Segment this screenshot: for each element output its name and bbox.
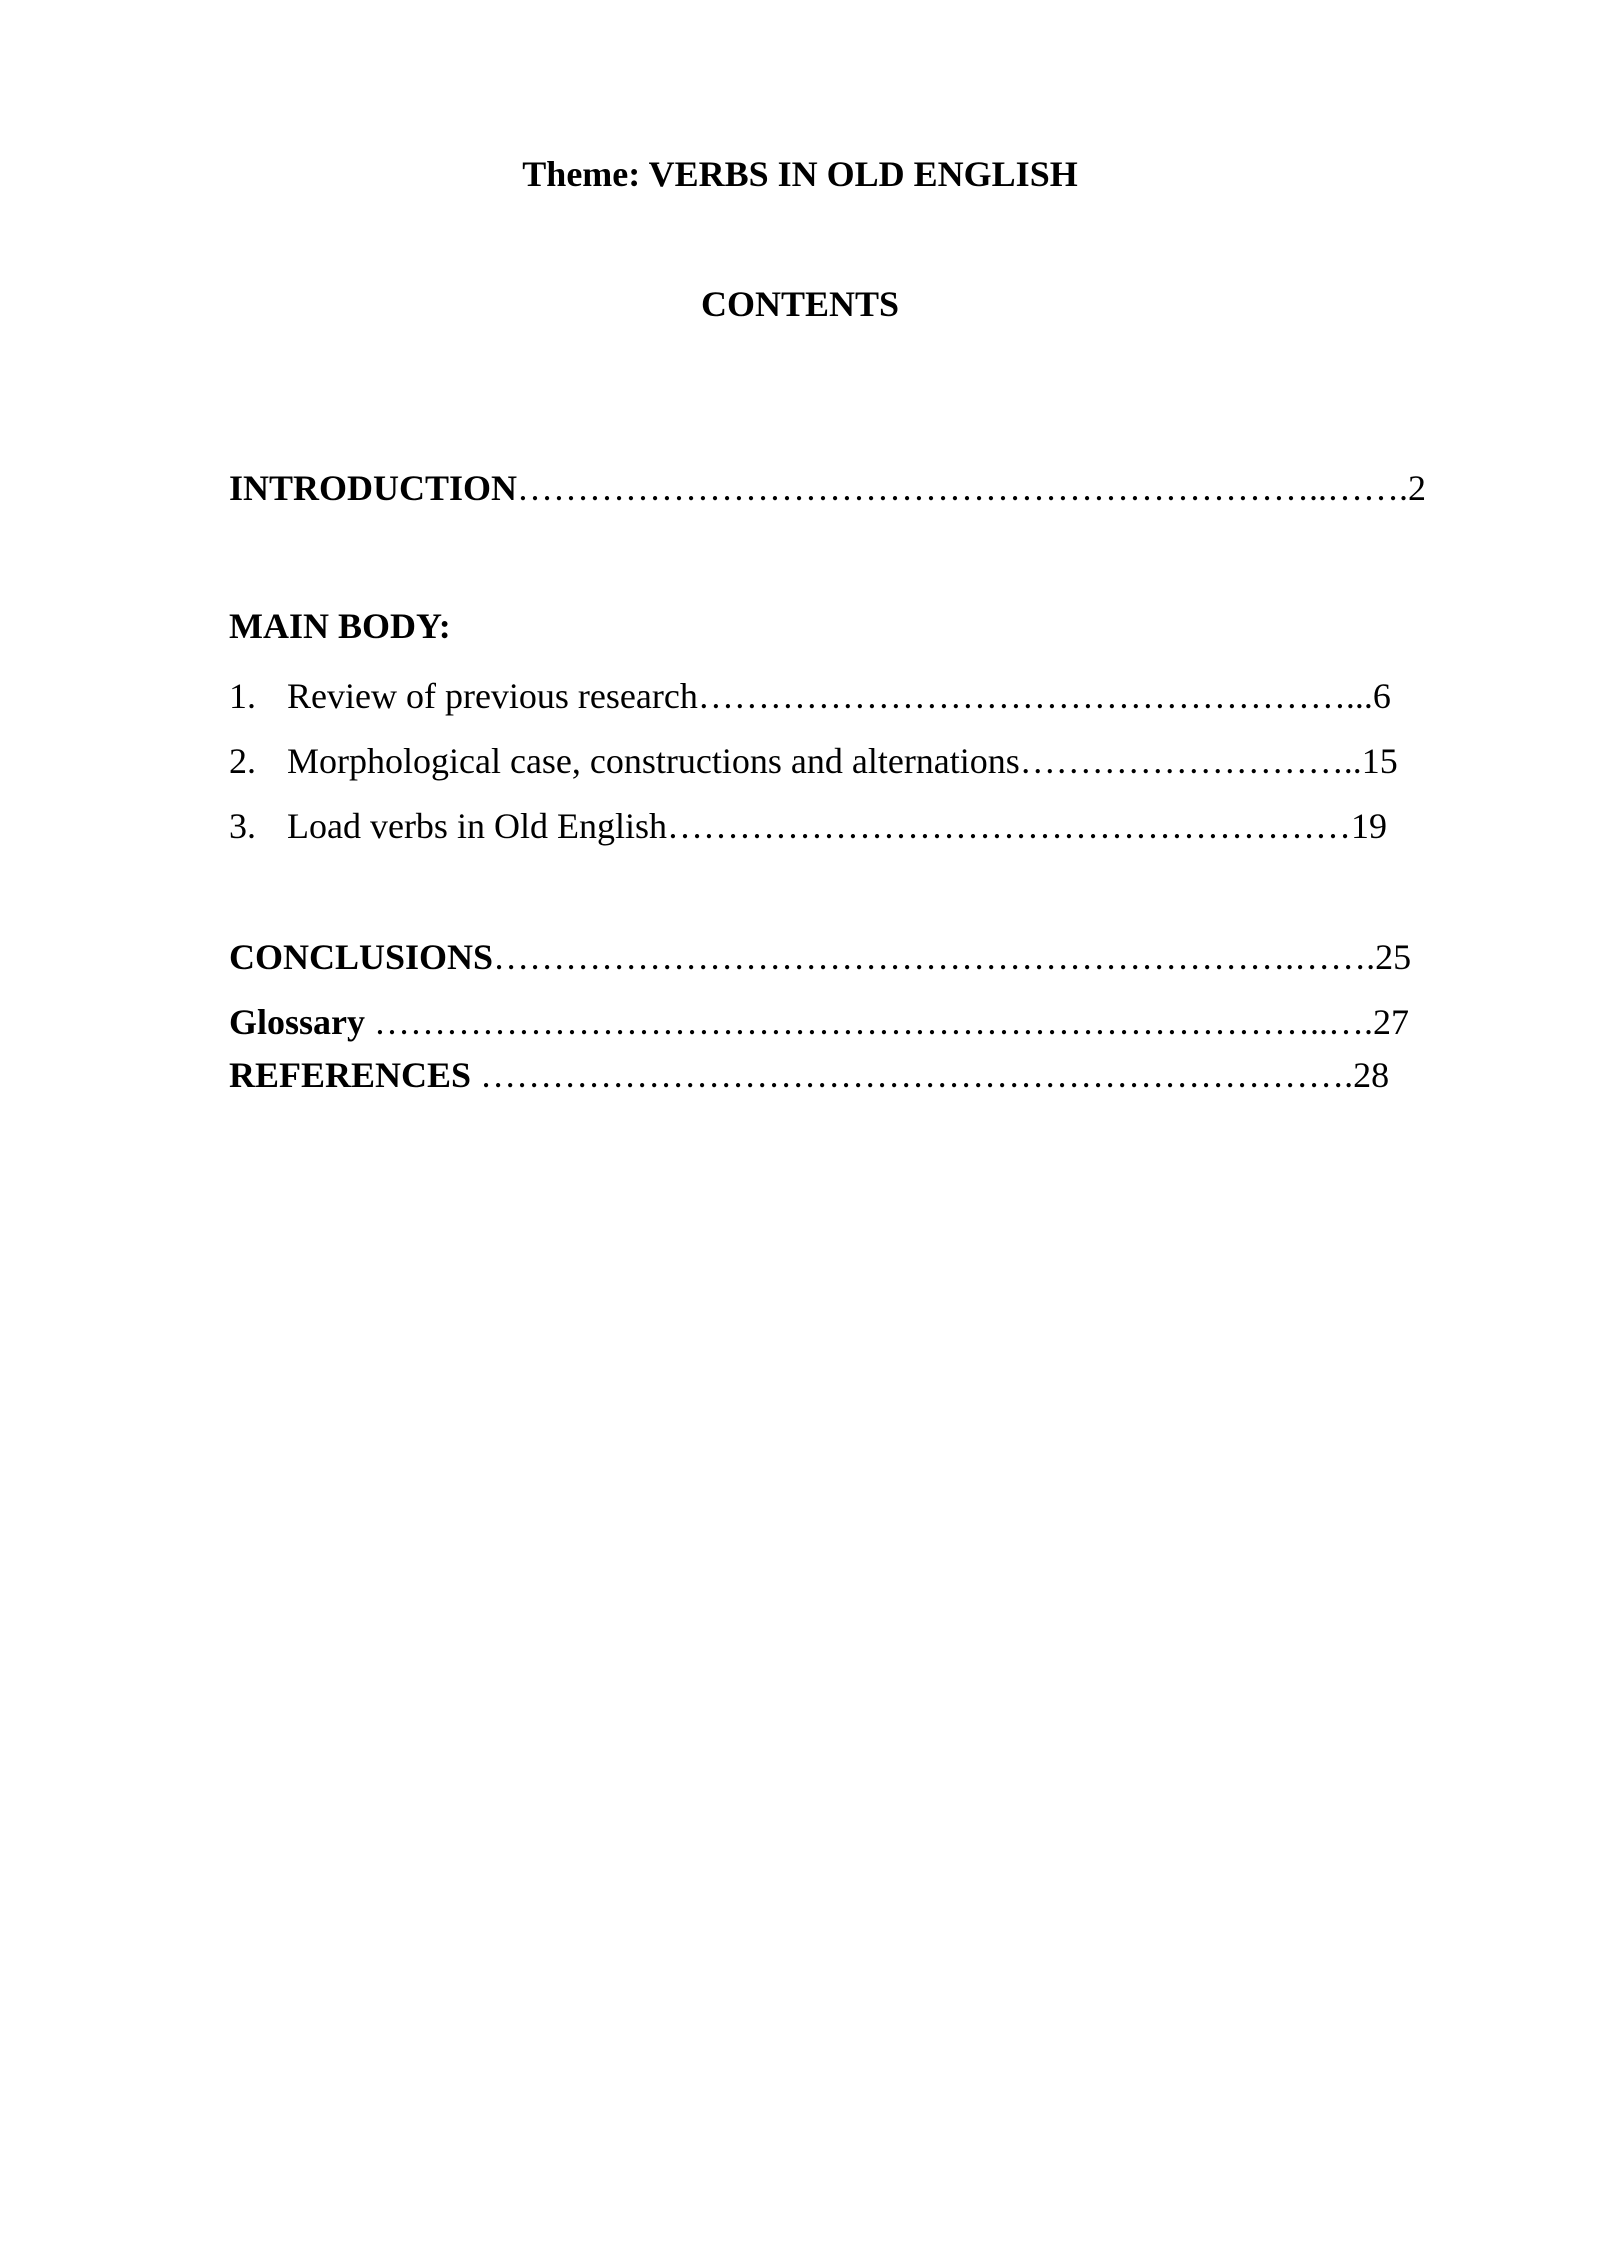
toc-page-number: 6 bbox=[1372, 676, 1391, 716]
toc-dot-leader: ………………………………………………………………. bbox=[471, 1055, 1354, 1095]
toc-entry-label: Review of previous research bbox=[287, 676, 698, 716]
main-body-heading: MAIN BODY: bbox=[229, 606, 451, 646]
toc-entry-references bbox=[229, 1053, 1389, 1097]
toc-entry-label: Glossary bbox=[229, 1002, 366, 1042]
toc-dot-leader: ………………………………………………... bbox=[697, 676, 1373, 716]
toc-entry-label: INTRODUCTION bbox=[229, 468, 518, 508]
contents-heading: CONTENTS bbox=[700, 284, 900, 324]
toc-dot-leader: ………………………………………………………….……. bbox=[493, 937, 1376, 977]
toc-item-number: 3. bbox=[229, 806, 256, 846]
toc-entry-introduction bbox=[229, 466, 1426, 510]
toc-page-number: 27 bbox=[1373, 1002, 1410, 1042]
toc-entry-conclusions bbox=[229, 935, 1411, 979]
toc-entry-glossary bbox=[229, 1000, 1409, 1044]
toc-entry-label: REFERENCES bbox=[229, 1055, 472, 1095]
toc-page-number: 2 bbox=[1408, 468, 1427, 508]
toc-entry-morphological-case bbox=[229, 739, 1398, 783]
toc-page-number: 19 bbox=[1350, 806, 1387, 846]
toc-item-number: 2. bbox=[229, 741, 256, 781]
toc-entry-load-verbs bbox=[229, 804, 1387, 848]
document-theme-title: Theme: VERBS IN OLD ENGLISH bbox=[522, 154, 1078, 194]
toc-page-number: 28 bbox=[1353, 1055, 1390, 1095]
toc-entry-label: Load verbs in Old English bbox=[287, 806, 667, 846]
toc-dot-leader: ………………………………………………… bbox=[666, 806, 1351, 846]
toc-dot-leader: ……………………………………………………………………..…. bbox=[365, 1002, 1374, 1042]
toc-item-number: 1. bbox=[229, 676, 256, 716]
toc-entry-label: Morphological case, constructions and alternations bbox=[287, 741, 1020, 781]
toc-dot-leader: …………………………………………………………..……. bbox=[517, 468, 1409, 508]
toc-entry-label: CONCLUSIONS bbox=[229, 937, 494, 977]
toc-dot-leader: ……………………….. bbox=[1019, 741, 1362, 781]
toc-page-number: 15 bbox=[1361, 741, 1398, 781]
toc-entry-review bbox=[229, 674, 1391, 718]
toc-page-number: 25 bbox=[1375, 937, 1412, 977]
